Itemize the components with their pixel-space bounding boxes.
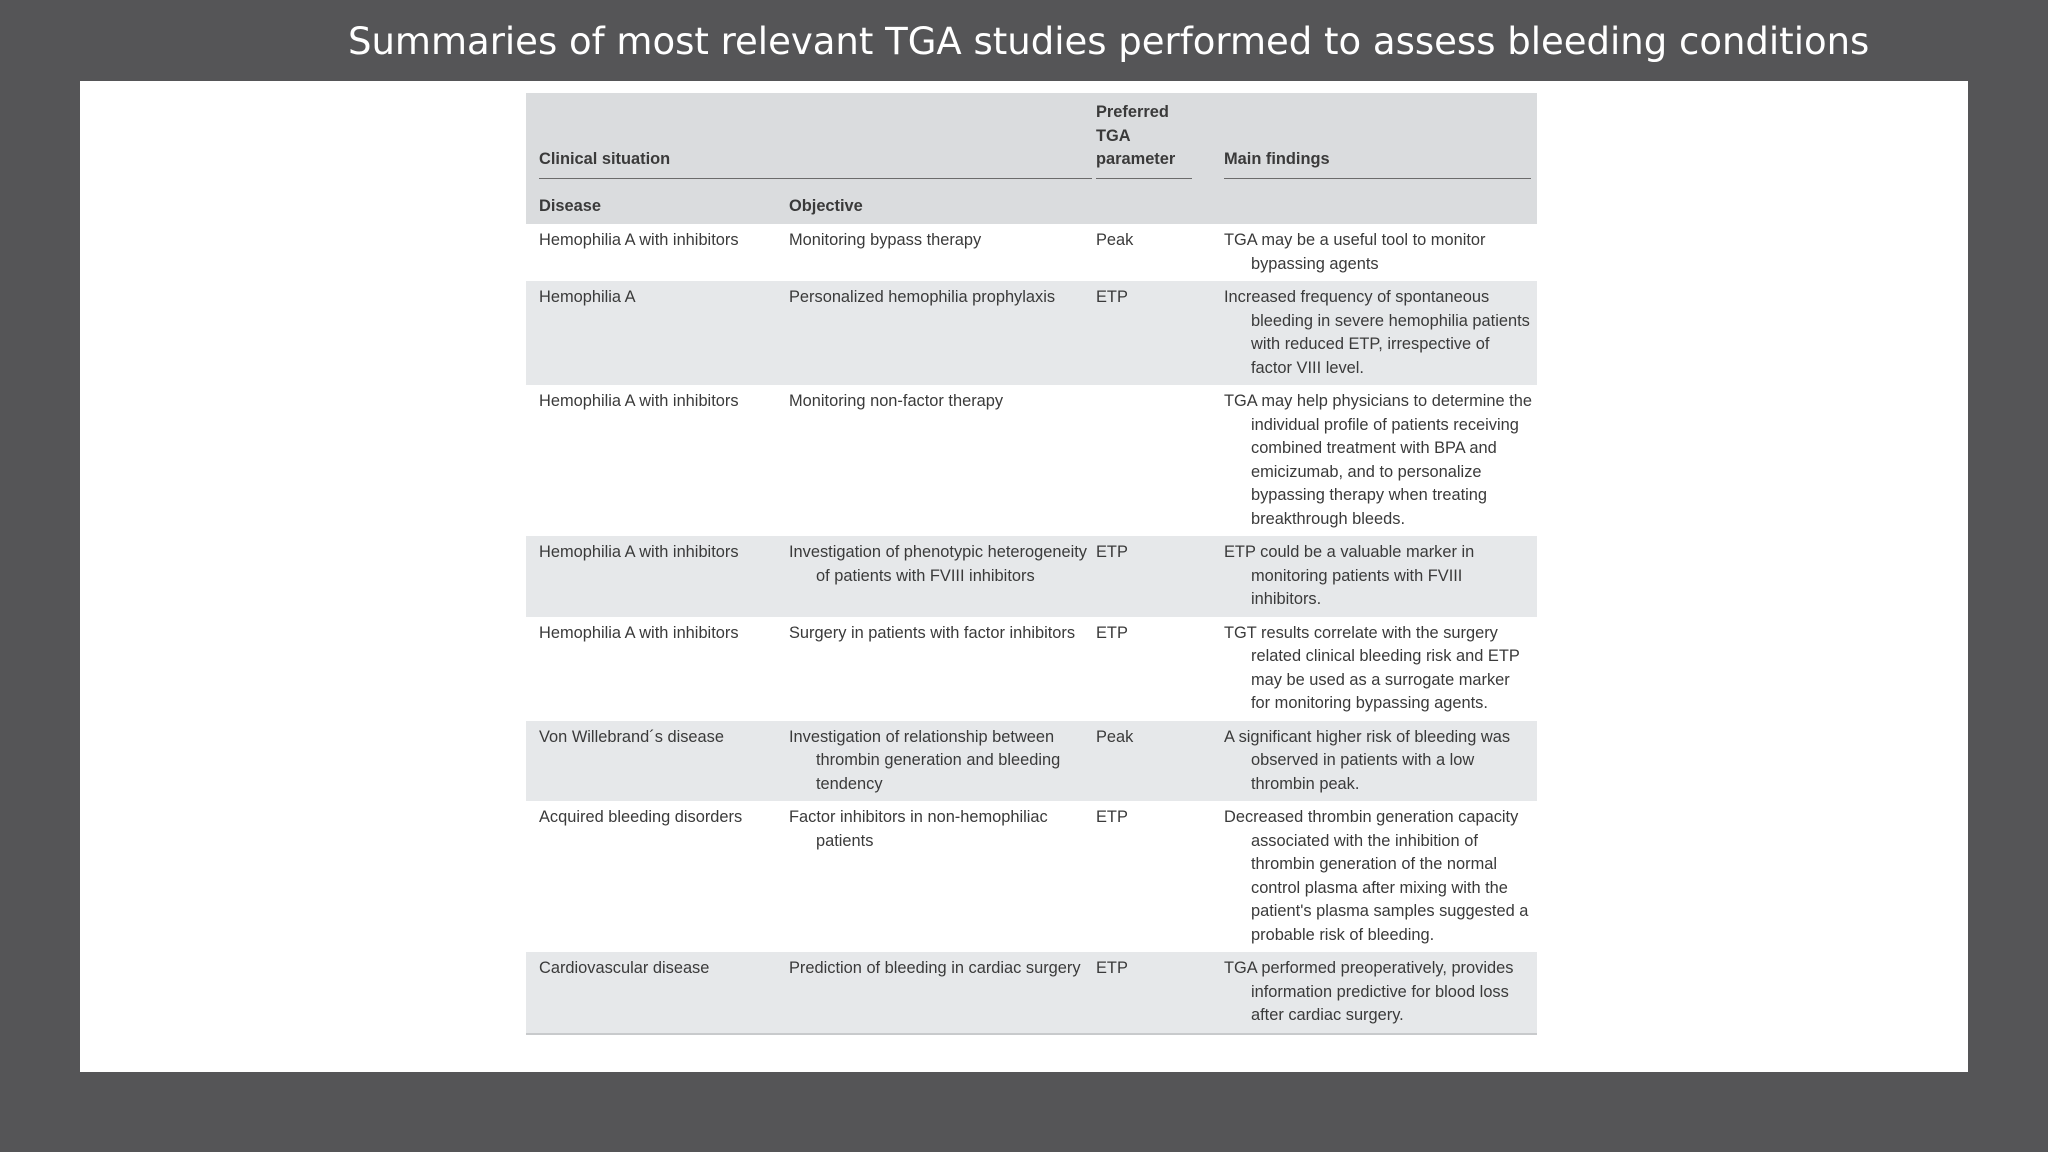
header-findings-empty (1218, 187, 1537, 225)
header-main-findings (1218, 93, 1537, 187)
cell-findings (1218, 536, 1537, 617)
cell-disease (526, 952, 776, 1033)
findings-text: TGT results correlate with the surgery related clinical bleeding risk and ETP may be used as a surrogate marker for monitoring bypassing agents. (1224, 623, 1520, 712)
cell-disease (526, 721, 776, 802)
objective-text: Investigation of phenotypic heterogeneity of patients with FVIII inhibitors (789, 543, 1087, 585)
table-row (526, 617, 1537, 721)
header-objective: Objective (789, 196, 863, 215)
header-disease: Disease (539, 196, 601, 215)
objective-text: Monitoring bypass therapy (789, 231, 982, 249)
disease-text: Hemophilia A with inhibitors (539, 623, 739, 642)
findings-text: TGA may help physicians to determine the individual profile of patients receiving combined treatment with BPA and emicizumab, and to personalize bypassing therapy when treating breakthrough bleeds. (1224, 392, 1532, 528)
cell-disease (526, 385, 776, 536)
table-header (526, 93, 1537, 224)
cell-objective (776, 801, 1096, 952)
cell-objective (776, 536, 1096, 617)
cell-parameter (1096, 385, 1218, 536)
cell-objective (776, 617, 1096, 721)
disease-text: Acquired bleeding disorders (539, 808, 743, 826)
table-row (526, 385, 1537, 536)
objective-text: Investigation of relationship between thrombin generation and bleeding tendency (789, 727, 1061, 793)
cell-disease (526, 224, 776, 281)
cell-findings (1218, 617, 1537, 721)
disease-text: Von Willebrand´s disease (539, 727, 724, 746)
cell-parameter: ETP (1096, 623, 1128, 642)
cell-parameter: ETP (1096, 288, 1128, 306)
disease-text: Hemophilia A with inhibitors (539, 543, 739, 561)
cell-findings (1218, 385, 1537, 536)
cell-parameter: ETP (1096, 959, 1128, 977)
tga-studies-table (526, 93, 1537, 1033)
cell-disease (526, 536, 776, 617)
cell-parameter: Peak (1096, 231, 1134, 249)
cell-findings (1218, 952, 1537, 1033)
cell-objective (776, 281, 1096, 385)
objective-text: Surgery in patients with factor inhibitors (789, 623, 1076, 642)
cell-parameter: Peak (1096, 727, 1134, 746)
header-preferred-parameter-label: Preferred TGA parameter (1096, 101, 1192, 179)
table-bottom-rule (526, 1033, 1537, 1035)
table-row (526, 952, 1537, 1033)
table-body (526, 224, 1537, 1033)
tga-studies-table-image (526, 93, 1537, 1035)
header-parameter-empty (1096, 187, 1218, 225)
cell-findings (1218, 224, 1537, 281)
table-row (526, 801, 1537, 952)
objective-text: Monitoring non-factor therapy (789, 392, 1004, 410)
cell-objective (776, 224, 1096, 281)
cell-objective (776, 721, 1096, 802)
findings-text: ETP could be a valuable marker in monitoring patients with FVIII inhibitors. (1224, 543, 1475, 608)
cell-disease (526, 281, 776, 385)
cell-parameter: ETP (1096, 543, 1128, 561)
header-row-top (526, 93, 1537, 187)
cell-disease (526, 617, 776, 721)
disease-text: Hemophilia A with inhibitors (539, 231, 739, 249)
disease-text: Cardiovascular disease (539, 959, 710, 977)
header-clinical-situation (526, 93, 1096, 187)
slide-title: Summaries of most relevant TGA studies performed to assess bleeding conditions (348, 20, 1870, 63)
header-preferred-parameter (1096, 93, 1218, 187)
cell-findings (1218, 281, 1537, 385)
cell-parameter: ETP (1096, 808, 1128, 826)
findings-text: TGA may be a useful tool to monitor bypassing agents (1224, 231, 1486, 273)
header-clinical-situation-label: Clinical situation (539, 148, 1092, 179)
table-row (526, 281, 1537, 385)
content-panel (80, 81, 1968, 1072)
table-row (526, 224, 1537, 281)
header-main-findings-label: Main findings (1224, 148, 1531, 179)
findings-text: TGA performed preoperatively, provides information predictive for blood loss after cardiac surgery. (1224, 959, 1514, 1024)
findings-text: Decreased thrombin generation capacity associated with the inhibition of thrombin generation of the normal control plasma after mixing with the patient's plasma samples suggested a probable risk of bleeding. (1224, 808, 1529, 944)
disease-text: Hemophilia A with inhibitors (539, 392, 739, 410)
header-row-sub (526, 187, 1537, 225)
cell-findings (1218, 721, 1537, 802)
cell-objective (776, 952, 1096, 1033)
objective-text: Personalized hemophilia prophylaxis (789, 288, 1056, 306)
disease-text: Hemophilia A (539, 288, 636, 306)
findings-text: Increased frequency of spontaneous bleeding in severe hemophilia patients with reduced ETP, irrespective of factor VIII level. (1224, 288, 1530, 377)
table-row (526, 536, 1537, 617)
cell-findings (1218, 801, 1537, 952)
cell-objective (776, 385, 1096, 536)
findings-text: A significant higher risk of bleeding was observed in patients with a low thrombin peak. (1224, 727, 1511, 793)
objective-text: Prediction of bleeding in cardiac surgery (789, 959, 1081, 977)
objective-text: Factor inhibitors in non-hemophiliac patients (789, 808, 1048, 850)
table-row (526, 721, 1537, 802)
cell-disease (526, 801, 776, 952)
